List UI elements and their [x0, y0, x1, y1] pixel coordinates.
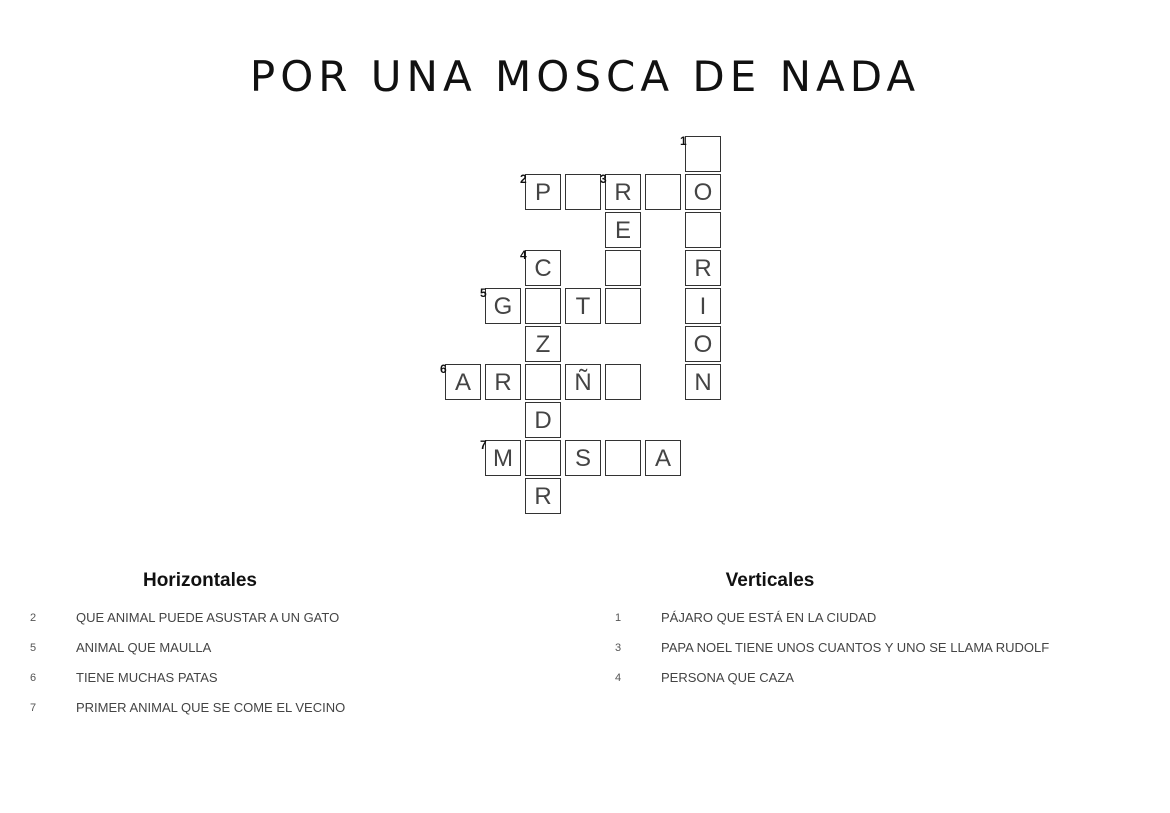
horizontal-heading: Horizontales [142, 570, 258, 591]
clue-number: 7 [30, 702, 37, 714]
cell-letter [606, 365, 640, 399]
cell-letter [526, 441, 560, 475]
clue-text: PAPA NOEL TIENE UNOS CUANTOS Y UNO SE LLAMA RUDOLF [661, 640, 1050, 655]
crossword-cell[interactable] [685, 364, 721, 400]
cell-number: 2 [520, 172, 527, 186]
cell-letter: C [534, 255, 552, 282]
crossword-cell[interactable] [565, 174, 601, 210]
crossword-cell[interactable] [440, 362, 481, 400]
crossword-cell[interactable] [605, 364, 641, 400]
puzzle-title: POR UNA MOSCA DE NADA [249, 52, 921, 101]
clue-number: 6 [30, 672, 37, 684]
crossword-cell[interactable] [525, 478, 561, 514]
cell-letter: P [534, 179, 551, 206]
cell-letter: O [693, 331, 713, 358]
clue-number: 5 [30, 642, 37, 654]
clues-vertical [615, 570, 1050, 685]
cell-letter [686, 213, 720, 247]
clue-number: 1 [615, 612, 622, 624]
crossword-cell[interactable] [480, 438, 521, 476]
cell-number: 7 [480, 438, 487, 452]
cell-letter [606, 441, 640, 475]
crossword-cell[interactable] [600, 172, 641, 210]
cell-letter: D [534, 407, 552, 434]
clue-number: 3 [615, 642, 622, 654]
cell-letter [646, 175, 680, 209]
cell-letter: M [493, 445, 513, 472]
crossword-cell[interactable] [525, 288, 561, 324]
cell-letter: G [493, 293, 513, 320]
cell-letter: R [694, 255, 712, 282]
clue-text: TIENE MUCHAS PATAS [76, 670, 218, 685]
cell-letter: I [699, 293, 707, 320]
crossword-cell[interactable] [605, 440, 641, 476]
crossword-cell[interactable] [645, 174, 681, 210]
cell-letter: S [574, 445, 591, 472]
cell-letter [566, 175, 600, 209]
cell-letter: Z [535, 331, 551, 358]
clue-text: PÁJARO QUE ESTÁ EN LA CIUDAD [661, 610, 877, 625]
cell-letter: O [693, 179, 713, 206]
crossword-cell[interactable] [685, 326, 721, 362]
cell-letter [526, 289, 560, 323]
crossword-cell[interactable] [685, 250, 721, 286]
crossword-cell[interactable] [685, 288, 721, 324]
crossword-cell[interactable] [685, 174, 721, 210]
crossword-cell[interactable] [565, 364, 601, 400]
cell-letter: R [614, 179, 632, 206]
crossword-cell[interactable] [685, 212, 721, 248]
crossword-cell[interactable] [485, 364, 521, 400]
vertical-heading: Verticales [725, 570, 815, 591]
crossword-cell[interactable] [565, 440, 601, 476]
cell-number: 5 [480, 286, 487, 300]
cell-letter: Ñ [574, 369, 592, 396]
cell-letter: A [654, 445, 671, 472]
clues-horizontal [30, 570, 370, 715]
cell-letter: N [694, 369, 712, 396]
cell-number: 1 [680, 134, 687, 148]
clue-text: PRIMER ANIMAL QUE SE COME EL VECINO [76, 700, 346, 715]
cell-letter: R [494, 369, 512, 396]
cell-letter: E [614, 217, 631, 244]
clue-text: QUE ANIMAL PUEDE ASUSTAR A UN GATO [76, 610, 340, 625]
crossword-cell[interactable] [605, 288, 641, 324]
crossword-cell[interactable] [605, 212, 641, 248]
cell-letter [606, 289, 640, 323]
crossword-cell[interactable] [525, 402, 561, 438]
clue-number: 2 [30, 612, 37, 624]
crossword-cell[interactable] [645, 440, 681, 476]
crossword-cell[interactable] [480, 286, 521, 324]
cell-letter [606, 251, 640, 285]
clue-text: PERSONA QUE CAZA [661, 670, 794, 685]
cell-number: 4 [520, 248, 527, 262]
clue-text: ANIMAL QUE MAULLA [76, 640, 212, 655]
crossword-cell[interactable] [525, 364, 561, 400]
crossword-cell[interactable] [525, 326, 561, 362]
cell-letter [526, 365, 560, 399]
crossword-cell[interactable] [520, 248, 561, 286]
crossword-cell[interactable] [605, 250, 641, 286]
cell-letter: A [454, 369, 471, 396]
clue-number: 4 [615, 672, 622, 684]
cell-letter [686, 137, 720, 171]
crossword-cell[interactable] [520, 172, 561, 210]
cell-number: 6 [440, 362, 447, 376]
cell-letter: R [534, 483, 552, 510]
crossword-cell[interactable] [525, 440, 561, 476]
cell-letter: T [575, 293, 591, 320]
crossword-cell[interactable] [565, 288, 601, 324]
cell-number: 3 [600, 172, 607, 186]
crossword-cell[interactable] [680, 134, 721, 172]
